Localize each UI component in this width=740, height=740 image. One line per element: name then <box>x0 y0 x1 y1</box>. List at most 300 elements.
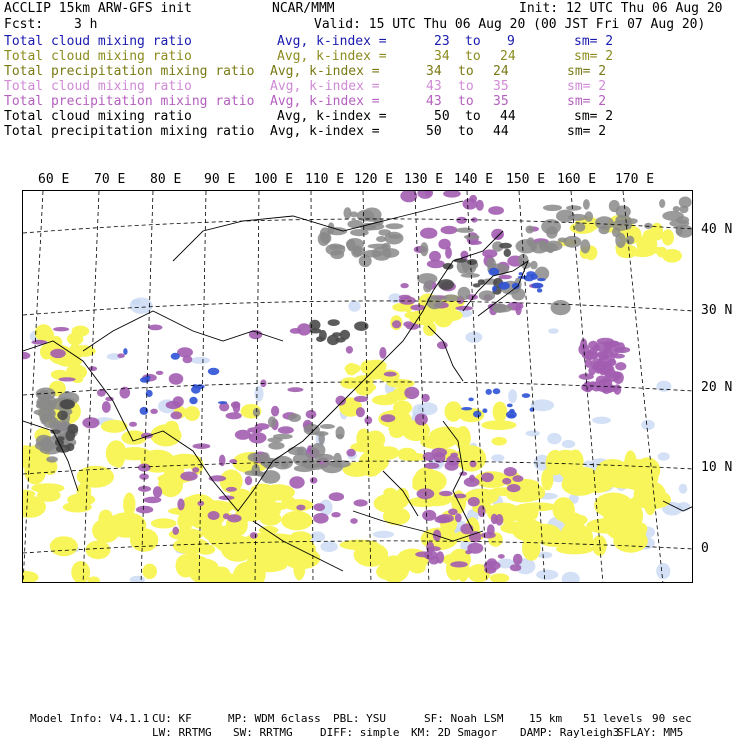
yellow-cloud-area <box>151 518 177 528</box>
purple-cloud-area <box>172 527 179 535</box>
longitude-label: 100 E <box>254 172 294 187</box>
blue-cloud-streak <box>537 278 546 281</box>
latitude-label: 10 N <box>701 460 733 475</box>
yellow-cloud-area <box>377 446 399 459</box>
longitude-label: 160 E <box>557 172 597 187</box>
purple-cloud-area <box>428 546 441 551</box>
light-cloud-area <box>310 531 325 542</box>
blue-cloud-streak <box>461 407 472 410</box>
light-cloud-area <box>658 452 670 460</box>
dark-gray-cloud-area <box>354 321 368 331</box>
yellow-cloud-area <box>374 494 405 513</box>
yellow-cloud-area <box>492 437 507 446</box>
purple-cloud-area <box>335 396 346 406</box>
legend-k-start: 50 <box>434 109 450 124</box>
map-panel <box>22 190 693 583</box>
gray-cloud-area <box>267 438 282 443</box>
legend-k-start: 34 <box>434 49 450 64</box>
longitude-label: 150 E <box>506 172 546 187</box>
fcst-value: 3 h <box>74 17 98 32</box>
purple-cloud-area <box>289 476 304 488</box>
light-cloud-area <box>130 576 145 583</box>
blue-cloud-streak <box>506 411 517 419</box>
yellow-cloud-area <box>290 531 312 544</box>
yellow-cloud-area <box>372 395 398 405</box>
dark-gray-cloud-area <box>57 436 65 441</box>
purple-cloud-area <box>481 532 496 538</box>
dark-gray-cloud-area <box>65 430 75 441</box>
light-cloud-area <box>592 417 611 424</box>
light-cloud-area <box>679 484 688 494</box>
purple-cloud-area <box>424 463 439 469</box>
purple-cloud-area <box>379 347 386 359</box>
legend-field-name: Total precipitation mixing ratio <box>4 124 255 139</box>
yellow-cloud-area <box>527 524 562 543</box>
purple-cloud-area <box>173 396 184 407</box>
legend-avg-label: Avg, k-index = <box>277 109 387 124</box>
yellow-cloud-area <box>409 312 436 325</box>
blue-cloud-streak <box>498 282 509 290</box>
yellow-cloud-area <box>190 566 222 583</box>
legend-k-start: 34 <box>426 64 442 79</box>
legend-smoothing: sm= 2 <box>567 64 607 79</box>
purple-cloud-area <box>613 372 624 384</box>
gray-cloud-area <box>575 222 586 231</box>
longitude-label: 130 E <box>404 172 444 187</box>
longitude-label: 90 E <box>204 172 236 187</box>
dark-gray-cloud-area <box>504 249 511 257</box>
gray-cloud-area <box>297 446 307 455</box>
blue-cloud-streak <box>208 368 219 375</box>
light-cloud-area <box>491 454 504 461</box>
yellow-cloud-area <box>662 229 674 245</box>
purple-cloud-area <box>364 416 372 424</box>
purple-cloud-area <box>468 497 480 507</box>
purple-cloud-area <box>404 387 419 399</box>
purple-cloud-area <box>171 411 183 419</box>
yellow-cloud-area <box>387 379 415 388</box>
purple-cloud-area <box>615 362 626 370</box>
gray-cloud-area <box>464 235 480 240</box>
purple-cloud-area <box>136 506 153 514</box>
yellow-cloud-area <box>88 576 100 583</box>
gray-cloud-area <box>311 443 326 458</box>
purple-cloud-area <box>429 251 441 262</box>
purple-cloud-area <box>50 349 66 358</box>
purple-cloud-area <box>156 371 164 375</box>
gray-cloud-area <box>261 470 281 484</box>
map-canvas <box>23 191 693 583</box>
gray-cloud-area <box>662 211 684 221</box>
purple-cloud-area <box>504 467 517 476</box>
yellow-cloud-area <box>71 561 90 583</box>
yellow-cloud-area <box>130 528 158 552</box>
purple-cloud-area <box>495 514 503 526</box>
purple-cloud-area <box>138 486 151 492</box>
gray-cloud-area <box>627 218 638 224</box>
yellow-cloud-area <box>490 573 509 583</box>
gray-cloud-area <box>288 413 301 422</box>
purple-cloud-area <box>296 505 305 511</box>
legend-k-start: 43 <box>426 94 442 109</box>
model-info-item: 90 sec <box>652 712 692 725</box>
legend-k-end: 35 <box>493 94 509 109</box>
gray-cloud-area <box>245 470 263 476</box>
legend-k-end: 44 <box>493 124 509 139</box>
model-info-item: SW: RRTMG <box>233 726 293 739</box>
purple-cloud-area <box>464 477 480 487</box>
blue-cloud-streak <box>492 286 497 292</box>
yellow-cloud-area <box>455 426 471 450</box>
yellow-cloud-area <box>177 555 208 566</box>
purple-cloud-area <box>415 413 428 425</box>
header-row-2 <box>0 17 740 32</box>
yellow-cloud-area <box>631 522 647 535</box>
light-cloud-area <box>656 381 671 392</box>
gray-cloud-area <box>40 416 47 425</box>
purple-cloud-area <box>381 414 396 422</box>
purple-cloud-area <box>102 401 111 413</box>
purple-cloud-area <box>180 472 197 481</box>
legend-to: to <box>458 124 474 139</box>
purple-cloud-area <box>410 305 425 311</box>
blue-cloud-streak <box>493 388 501 394</box>
gray-cloud-area <box>563 236 581 248</box>
legend-row <box>0 49 740 64</box>
blue-cloud-streak <box>140 407 149 415</box>
legend-field-name: Total precipitation mixing ratio <box>4 64 255 79</box>
light-cloud-area <box>677 502 690 511</box>
purple-cloud-area <box>53 327 69 331</box>
blue-cloud-streak <box>482 408 487 413</box>
legend-k-start: 50 <box>426 124 442 139</box>
longitude-label: 80 E <box>150 172 182 187</box>
yellow-cloud-area <box>519 510 534 520</box>
yellow-cloud-area <box>50 536 78 556</box>
gray-cloud-area <box>547 247 553 253</box>
yellow-cloud-area <box>553 497 575 522</box>
yellow-cloud-area <box>355 383 376 392</box>
gray-cloud-area <box>330 250 344 259</box>
yellow-cloud-area <box>63 502 92 513</box>
legend-smoothing: sm= 2 <box>567 94 607 109</box>
purple-cloud-area <box>448 509 458 516</box>
purple-cloud-area <box>329 492 344 501</box>
model-info-item: PBL: YSU <box>333 712 386 725</box>
purple-cloud-area <box>420 228 437 239</box>
purple-cloud-area <box>456 217 467 224</box>
purple-cloud-area <box>443 191 461 198</box>
yellow-cloud-area <box>398 453 427 461</box>
purple-cloud-area <box>297 323 311 335</box>
gray-cloud-area <box>363 223 384 230</box>
dark-gray-cloud-area <box>328 319 340 326</box>
purple-cloud-area <box>169 373 184 385</box>
gray-cloud-area <box>382 243 391 251</box>
yellow-cloud-area <box>262 486 276 512</box>
purple-cloud-area <box>455 513 462 522</box>
light-cloud-area <box>418 402 438 415</box>
yellow-cloud-area <box>92 518 120 542</box>
legend-to: to <box>458 94 474 109</box>
gray-cloud-area <box>268 416 277 427</box>
dark-gray-cloud-area <box>327 335 339 345</box>
legend-k-end: 35 <box>493 79 509 94</box>
gray-cloud-area <box>420 242 428 256</box>
model-info-item: LW: RRTMG <box>152 726 212 739</box>
gray-cloud-area <box>347 220 363 228</box>
gray-cloud-area <box>268 442 284 450</box>
purple-cloud-area <box>346 346 353 354</box>
yellow-cloud-area <box>656 247 667 258</box>
purple-cloud-area <box>502 478 511 485</box>
yellow-cloud-area <box>142 564 157 579</box>
purple-cloud-area <box>331 512 340 517</box>
model-info-item: MP: WDM 6class <box>228 712 321 725</box>
blue-cloud-streak <box>123 348 127 355</box>
light-cloud-area <box>254 386 263 402</box>
purple-cloud-area <box>463 198 478 209</box>
legend-k-end: 24 <box>500 49 516 64</box>
blue-cloud-streak <box>537 288 542 292</box>
purple-cloud-area <box>592 345 600 351</box>
purple-cloud-area <box>439 491 453 496</box>
purple-cloud-area <box>153 486 162 498</box>
legend-field-name: Total precipitation mixing ratio <box>4 94 255 109</box>
purple-cloud-area <box>606 383 614 393</box>
purple-cloud-area <box>614 384 622 395</box>
legend-smoothing: sm= 2 <box>567 124 607 139</box>
longitude-label: 120 E <box>354 172 394 187</box>
purple-cloud-area <box>229 459 237 463</box>
init-time: Init: 12 UTC Thu 06 Aug 20 <box>519 1 723 16</box>
purple-cloud-area <box>231 401 241 408</box>
dark-gray-cloud-area <box>66 443 74 451</box>
purple-cloud-area <box>129 422 137 427</box>
purple-cloud-area <box>226 412 242 419</box>
coastline <box>83 311 283 351</box>
legend-to: to <box>458 79 474 94</box>
model-info-item: SF: Noah LSM <box>424 712 504 725</box>
blue-cloud-streak <box>531 283 543 289</box>
legend-row <box>0 34 740 49</box>
purple-cloud-area <box>498 554 505 559</box>
gray-cloud-area <box>362 208 381 222</box>
purple-cloud-area <box>478 505 486 517</box>
purple-cloud-area <box>313 513 329 524</box>
purple-cloud-area <box>614 347 630 353</box>
valid-time: Valid: 15 UTC Thu 06 Aug 20 (00 JST Fri 07 Aug 20) <box>314 17 706 32</box>
gray-cloud-area <box>376 236 386 242</box>
purple-cloud-area <box>354 396 368 402</box>
purple-cloud-area <box>436 551 444 563</box>
gray-cloud-area <box>456 228 474 233</box>
yellow-cloud-area <box>457 557 470 582</box>
light-cloud-area <box>132 299 141 305</box>
gray-cloud-area <box>558 238 567 243</box>
purple-cloud-area <box>306 410 317 419</box>
gray-cloud-area <box>333 453 342 466</box>
purple-cloud-area <box>82 417 99 428</box>
gray-cloud-area <box>347 239 356 251</box>
legend-field-name: Total cloud mixing ratio <box>4 109 192 124</box>
legend-to: to <box>458 64 474 79</box>
legend-row <box>0 94 740 109</box>
gray-cloud-area <box>442 294 459 301</box>
purple-cloud-area <box>192 467 199 473</box>
yellow-cloud-area <box>445 401 463 422</box>
purple-cloud-area <box>450 453 458 458</box>
gray-cloud-area <box>344 207 352 219</box>
fcst-label: Fcst: <box>4 17 44 32</box>
legend-avg-label: Avg, k-index = <box>277 49 387 64</box>
purple-cloud-area <box>356 407 365 417</box>
purple-cloud-area <box>460 524 473 535</box>
gray-cloud-area <box>458 287 471 300</box>
longitude-label: 60 E <box>38 172 70 187</box>
purple-cloud-area <box>441 226 458 235</box>
purple-cloud-area <box>465 550 472 554</box>
longitude-label: 70 E <box>94 172 126 187</box>
yellow-cloud-area <box>23 571 39 583</box>
gray-cloud-area <box>556 210 575 223</box>
model-title: ACCLIP 15km ARW-GFS init <box>4 1 192 16</box>
gray-cloud-area <box>314 431 329 436</box>
purple-cloud-area <box>415 551 432 557</box>
purple-cloud-area <box>481 473 494 483</box>
purple-cloud-area <box>422 510 436 521</box>
light-cloud-area <box>373 531 394 538</box>
gray-cloud-area <box>388 234 401 239</box>
purple-cloud-area <box>117 353 125 358</box>
model-info-item: 15 km <box>529 712 563 725</box>
yellow-cloud-area <box>260 512 282 526</box>
purple-cloud-area <box>249 432 267 443</box>
legend-row <box>0 124 740 139</box>
yellow-cloud-area <box>184 406 200 421</box>
legend-field-name: Total cloud mixing ratio <box>4 79 192 94</box>
purple-cloud-area <box>434 516 450 524</box>
yellow-cloud-area <box>541 469 553 491</box>
legend-smoothing: sm= 2 <box>574 34 614 49</box>
model-info-item: Model Info: V4.1.1 <box>30 712 150 725</box>
yellow-cloud-area <box>106 440 127 466</box>
blue-cloud-streak <box>522 393 530 398</box>
gray-cloud-area <box>526 226 535 234</box>
purple-cloud-area <box>247 427 262 433</box>
gray-cloud-area <box>35 441 57 451</box>
purple-cloud-area <box>208 511 220 520</box>
purple-cloud-area <box>150 409 158 414</box>
purple-cloud-area <box>400 283 408 288</box>
gray-cloud-area <box>530 261 537 270</box>
yellow-cloud-area <box>248 543 263 558</box>
dark-gray-cloud-area <box>57 411 68 421</box>
purple-cloud-area <box>488 206 504 215</box>
yellow-cloud-area <box>86 541 111 560</box>
light-cloud-area <box>547 433 561 444</box>
legend-avg-label: Avg, k-index = <box>270 94 380 109</box>
purple-cloud-area <box>431 448 447 457</box>
dark-gray-cloud-area <box>61 399 74 409</box>
model-info-item: DIFF: simple <box>320 726 400 739</box>
yellow-cloud-area <box>631 248 655 257</box>
legend-smoothing: sm= 2 <box>574 49 614 64</box>
yellow-cloud-area <box>481 420 516 430</box>
purple-cloud-area <box>278 426 294 434</box>
purple-cloud-area <box>310 477 318 484</box>
purple-cloud-area <box>445 461 459 471</box>
purple-cloud-area <box>58 377 75 381</box>
blue-cloud-streak <box>524 275 535 282</box>
yellow-cloud-area <box>259 557 274 571</box>
gray-cloud-area <box>615 233 626 248</box>
purple-cloud-area <box>350 518 358 524</box>
purple-cloud-area <box>604 341 612 353</box>
gray-cloud-area <box>551 300 571 315</box>
light-cloud-area <box>656 563 670 579</box>
gray-cloud-area <box>626 236 635 245</box>
gray-cloud-area <box>566 205 582 210</box>
purple-cloud-area <box>287 387 303 392</box>
model-info-item: 51 levels <box>583 712 643 725</box>
yellow-cloud-area <box>281 511 313 530</box>
yellow-cloud-area <box>151 424 182 446</box>
purple-cloud-area <box>250 532 258 539</box>
light-cloud-area <box>526 430 540 436</box>
purple-cloud-area <box>23 352 30 359</box>
model-info-item: DAMP: Rayleigh3 <box>520 726 620 739</box>
dark-gray-cloud-area <box>467 259 477 265</box>
light-cloud-area <box>562 440 576 448</box>
latitude-label: 30 N <box>701 303 733 318</box>
gray-cloud-area <box>543 205 562 211</box>
yellow-cloud-area <box>345 364 361 374</box>
gray-cloud-area <box>679 197 692 208</box>
gray-cloud-area <box>327 227 347 235</box>
gray-cloud-area <box>378 229 391 236</box>
light-cloud-area <box>641 420 655 430</box>
latitude-label: 20 N <box>701 380 733 395</box>
purple-cloud-area <box>495 233 503 240</box>
light-cloud-area <box>320 541 337 552</box>
purple-cloud-area <box>468 241 482 245</box>
model-info-item: KM: 2D Smagor <box>411 726 498 739</box>
purple-cloud-area <box>177 499 184 511</box>
purple-cloud-area <box>148 325 162 331</box>
light-cloud-area <box>562 572 580 583</box>
gray-cloud-area <box>248 453 263 462</box>
org-label: NCAR/MMM <box>272 1 335 16</box>
gray-cloud-area <box>583 199 590 210</box>
yellow-cloud-area <box>409 562 426 574</box>
legend-smoothing: sm= 2 <box>574 109 614 124</box>
legend-field-name: Total cloud mixing ratio <box>4 49 192 64</box>
blue-cloud-streak <box>507 404 513 408</box>
gray-cloud-area <box>46 456 58 462</box>
purple-cloud-area <box>226 487 237 492</box>
legend-row <box>0 64 740 79</box>
purple-cloud-area <box>313 503 325 511</box>
dark-gray-cloud-area <box>438 279 454 290</box>
yellow-cloud-area <box>567 450 584 475</box>
purple-cloud-area <box>399 295 411 300</box>
purple-cloud-area <box>593 361 609 369</box>
longitude-gridline <box>23 191 43 583</box>
legend-avg-label: Avg, k-index = <box>270 124 380 139</box>
legend-avg-label: Avg, k-index = <box>270 64 380 79</box>
gray-cloud-area <box>595 216 614 229</box>
